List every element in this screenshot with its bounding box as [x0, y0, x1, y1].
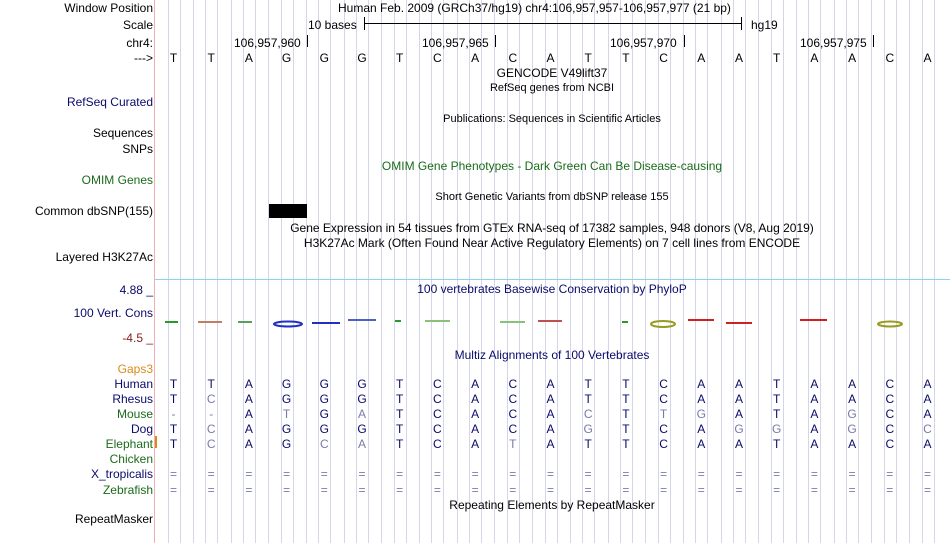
- species-label-elephant[interactable]: Elephant: [105, 437, 153, 451]
- alignment-base: T: [773, 377, 781, 391]
- alignment-base: T: [396, 377, 404, 391]
- alignment-base: T: [584, 377, 592, 391]
- base-letter: C: [659, 51, 668, 65]
- alignment-base: T: [396, 437, 404, 451]
- alignment-base: =: [546, 483, 554, 497]
- alignment-base: A: [810, 392, 819, 406]
- snps-track-label[interactable]: SNPs: [122, 142, 153, 156]
- alignment-base: C: [885, 422, 895, 436]
- alignment-base: =: [848, 467, 856, 481]
- alignment-base: A: [357, 437, 366, 451]
- alignment-base: A: [734, 377, 743, 391]
- sequences-track-label[interactable]: Sequences: [92, 126, 153, 140]
- h3k27-track-title: H3K27Ac Mark (Often Found Near Active Regulatory Elements) on 7 cell lines from ENCODE: [303, 236, 801, 250]
- alignment-base: =: [923, 483, 931, 497]
- alignment-base: T: [169, 437, 178, 451]
- alignment-base: G: [772, 422, 782, 436]
- alignment-base: C: [508, 407, 518, 421]
- alignment-base: A: [244, 407, 253, 421]
- species-label-x_tropicalis[interactable]: X_tropicalis: [90, 467, 153, 481]
- alignment-base: A: [546, 392, 555, 406]
- alignment-base: G: [281, 437, 292, 451]
- base-letter: T: [207, 51, 215, 65]
- alignment-base: C: [319, 437, 329, 451]
- alignment-base: A: [810, 407, 819, 421]
- gtex-track-title: Gene Expression in 54 tissues from GTEx RNA-seq of 17382 samples, 948 donors (V8, Aug 2019): [290, 221, 814, 235]
- species-label-chicken[interactable]: Chicken: [109, 452, 153, 466]
- alignment-base: G: [696, 407, 706, 421]
- alignment-base: T: [396, 422, 404, 436]
- position-label: 106,957,975: [800, 36, 867, 50]
- alignment-base: C: [206, 422, 216, 436]
- alignment-base: C: [659, 392, 668, 406]
- alignment-base: =: [433, 483, 441, 497]
- alignment-base: C: [508, 422, 518, 436]
- alignment-base: T: [584, 437, 592, 451]
- scale-assembly: hg19: [751, 18, 778, 32]
- alignment-base: T: [622, 422, 630, 436]
- base-letter: G: [357, 51, 367, 65]
- alignment-base: =: [471, 467, 479, 481]
- base-letter: G: [319, 51, 329, 65]
- alignment-base: G: [847, 407, 857, 421]
- base-letter: T: [584, 51, 592, 65]
- alignment-base: A: [471, 437, 480, 451]
- alignment-base: =: [396, 467, 404, 481]
- alignment-base: =: [396, 483, 404, 497]
- alignment-base: C: [885, 437, 895, 451]
- window-position-value: Human Feb. 2009 (GRCh37/hg19) chr4:106,957,957-106,957,977 (21 bp): [338, 1, 731, 15]
- alignment-base: T: [584, 392, 592, 406]
- alignment-base: T: [282, 407, 291, 421]
- alignment-base: C: [433, 407, 442, 421]
- base-letter: A: [810, 51, 819, 65]
- scale-value: 10 bases: [308, 18, 357, 32]
- alignment-base: T: [773, 407, 781, 421]
- alignment-base: =: [622, 467, 630, 481]
- alignment-base: =: [773, 483, 781, 497]
- alignment-base: =: [245, 467, 253, 481]
- alignment-base: G: [319, 407, 329, 421]
- alignment-base: C: [433, 392, 442, 406]
- alignment-base: C: [885, 407, 895, 421]
- base-letter: A: [848, 51, 857, 65]
- alignment-base: A: [734, 407, 743, 421]
- alignment-base: G: [281, 377, 292, 391]
- alignment-base: A: [848, 437, 857, 451]
- elephant-gap-marker: [155, 436, 157, 448]
- position-label: 106,957,960: [234, 36, 301, 50]
- alignment-base: T: [509, 437, 517, 451]
- alignment-base: A: [810, 422, 819, 436]
- alignment-base: A: [697, 377, 706, 391]
- phylop-max-value: 4.88 _: [119, 283, 153, 297]
- alignment-base: =: [433, 467, 441, 481]
- alignment-base: =: [283, 467, 291, 481]
- alignment-base: =: [546, 467, 554, 481]
- phylop-track-title: 100 vertebrates Basewise Conservation by PhyloP: [417, 282, 687, 296]
- base-letter: C: [885, 51, 895, 65]
- alignment-base: A: [697, 437, 706, 451]
- alignment-base: C: [508, 392, 518, 406]
- base-letter: T: [773, 51, 781, 65]
- alignment-base: G: [319, 392, 329, 406]
- alignment-base: G: [281, 422, 292, 436]
- publications-track-title: Publications: Sequences in Scientific Articles: [443, 113, 661, 125]
- alignment-base: T: [622, 437, 630, 451]
- alignment-base: T: [207, 377, 215, 391]
- cons-track-label[interactable]: 100 Vert. Cons: [73, 306, 153, 320]
- alignment-base: =: [509, 483, 517, 497]
- strand-label: --->: [134, 51, 153, 65]
- refseq-track-subtitle: RefSeq genes from NCBI: [489, 82, 615, 94]
- scale-label: Scale: [122, 18, 153, 32]
- alignment-base: T: [396, 392, 404, 406]
- alignment-base: A: [697, 392, 706, 406]
- repeatmasker-track-label[interactable]: RepeatMasker: [74, 512, 153, 526]
- gencode-track-title[interactable]: GENCODE V49lift37: [496, 66, 608, 80]
- alignment-base: =: [886, 483, 894, 497]
- alignment-base: A: [244, 422, 253, 436]
- alignment-base: A: [923, 407, 932, 421]
- alignment-base: C: [583, 407, 593, 421]
- omim-track-title: OMIM Gene Phenotypes - Dark Green Can Be Disease-causing: [381, 159, 723, 173]
- gaps-track-label[interactable]: Gaps3: [117, 362, 153, 376]
- alignment-base: =: [923, 467, 931, 481]
- alignment-base: A: [697, 422, 706, 436]
- alignment-base: T: [169, 392, 178, 406]
- alignment-base: =: [660, 467, 668, 481]
- alignment-base: G: [319, 377, 329, 391]
- alignment-base: C: [206, 392, 216, 406]
- alignment-base: A: [848, 377, 857, 391]
- alignment-base: G: [734, 422, 744, 436]
- alignment-base: A: [244, 392, 253, 406]
- base-letter: T: [396, 51, 404, 65]
- alignment-base: =: [735, 467, 743, 481]
- alignment-base: -: [209, 407, 214, 421]
- alignment-base: C: [659, 377, 668, 391]
- alignment-base: =: [320, 467, 328, 481]
- alignment-base: G: [319, 422, 329, 436]
- alignment-base: G: [357, 392, 367, 406]
- alignment-base: =: [169, 467, 177, 481]
- alignment-base: T: [773, 437, 781, 451]
- alignment-base: C: [885, 392, 895, 406]
- alignment-base: =: [810, 467, 818, 481]
- alignment-base: T: [622, 407, 630, 421]
- alignment-base: =: [735, 483, 743, 497]
- alignment-base: T: [773, 392, 781, 406]
- species-label-rhesus[interactable]: Rhesus: [112, 392, 153, 406]
- alignment-base: =: [207, 467, 215, 481]
- alignment-base: =: [584, 467, 592, 481]
- species-label-zebrafish[interactable]: Zebrafish: [102, 483, 153, 497]
- base-letter: A: [923, 51, 932, 65]
- alignment-base: =: [810, 483, 818, 497]
- window-position-label: Window Position: [64, 1, 153, 15]
- dbsnp-track-label[interactable]: Common dbSNP(155): [34, 204, 153, 218]
- alignment-base: A: [471, 422, 480, 436]
- alignment-base: =: [697, 467, 705, 481]
- alignment-base: C: [659, 422, 668, 436]
- repeatmasker-track-title: Repeating Elements by RepeatMasker: [449, 498, 655, 512]
- base-letter: A: [546, 51, 555, 65]
- alignment-base: T: [659, 407, 668, 421]
- base-letter: A: [697, 51, 706, 65]
- alignment-base: A: [734, 392, 743, 406]
- alignment-base: =: [358, 467, 366, 481]
- alignment-base: A: [546, 377, 555, 391]
- alignment-base: =: [660, 483, 668, 497]
- omim-track-label[interactable]: OMIM Genes: [81, 173, 153, 187]
- base-letter: T: [169, 51, 178, 65]
- alignment-base: C: [923, 422, 932, 436]
- refseq-track-label[interactable]: RefSeq Curated: [66, 95, 153, 109]
- alignment-base: C: [433, 437, 442, 451]
- alignment-base: A: [357, 407, 366, 421]
- base-letter: A: [471, 51, 480, 65]
- species-label-mouse[interactable]: Mouse: [116, 407, 153, 421]
- base-letter: G: [281, 51, 292, 65]
- alignment-base: A: [546, 407, 555, 421]
- base-letter: A: [244, 51, 253, 65]
- alignment-base: -: [171, 407, 176, 421]
- alignment-base: A: [471, 407, 480, 421]
- base-letter: C: [433, 51, 442, 65]
- h3k27-track-label[interactable]: Layered H3K27Ac: [55, 250, 153, 264]
- alignment-base: =: [848, 483, 856, 497]
- alignment-base: =: [773, 467, 781, 481]
- alignment-base: =: [584, 483, 592, 497]
- chrom-label: chr4:: [126, 36, 153, 50]
- dbsnp-track-title: Short Genetic Variants from dbSNP release 155: [435, 191, 669, 203]
- multiz-track-title: Multiz Alignments of 100 Vertebrates: [454, 348, 650, 362]
- base-letter: T: [622, 51, 630, 65]
- alignment-base: A: [848, 392, 857, 406]
- alignment-base: A: [471, 377, 480, 391]
- alignment-base: =: [358, 483, 366, 497]
- species-label-human[interactable]: Human: [114, 377, 153, 391]
- position-label: 106,957,970: [610, 36, 677, 50]
- alignment-base: C: [433, 377, 442, 391]
- alignment-base: A: [471, 392, 480, 406]
- alignment-base: G: [281, 392, 292, 406]
- alignment-base: G: [583, 422, 593, 436]
- alignment-base: A: [810, 377, 819, 391]
- alignment-base: A: [923, 437, 932, 451]
- alignment-base: =: [471, 483, 479, 497]
- base-letter: A: [734, 51, 743, 65]
- alignment-base: C: [659, 437, 668, 451]
- alignment-base: A: [810, 437, 819, 451]
- alignment-base: A: [546, 422, 555, 436]
- alignment-base: A: [923, 377, 932, 391]
- alignment-base: G: [847, 422, 857, 436]
- alignment-base: =: [697, 483, 705, 497]
- alignment-base: =: [169, 483, 177, 497]
- alignment-base: C: [206, 437, 216, 451]
- alignment-base: T: [622, 392, 630, 406]
- alignment-base: =: [245, 483, 253, 497]
- position-label: 106,957,965: [422, 36, 489, 50]
- alignment-base: =: [207, 483, 215, 497]
- alignment-base: A: [734, 437, 743, 451]
- alignment-base: A: [923, 392, 932, 406]
- alignment-base: T: [622, 377, 630, 391]
- base-letter: C: [508, 51, 518, 65]
- alignment-base: C: [885, 377, 895, 391]
- alignment-base: T: [169, 377, 178, 391]
- alignment-base: =: [320, 483, 328, 497]
- alignment-base: =: [283, 483, 291, 497]
- phylop-min-value: -4.5 _: [122, 331, 153, 345]
- species-label-dog[interactable]: Dog: [130, 422, 153, 436]
- alignment-base: A: [244, 377, 253, 391]
- alignment-base: C: [433, 422, 442, 436]
- alignment-base: G: [357, 377, 367, 391]
- alignment-base: T: [169, 422, 178, 436]
- alignment-base: =: [886, 467, 894, 481]
- alignment-base: A: [546, 437, 555, 451]
- alignment-base: C: [508, 377, 518, 391]
- alignment-base: T: [396, 407, 404, 421]
- alignment-base: A: [244, 437, 253, 451]
- alignment-base: G: [357, 422, 367, 436]
- alignment-base: =: [622, 483, 630, 497]
- alignment-base: =: [509, 467, 517, 481]
